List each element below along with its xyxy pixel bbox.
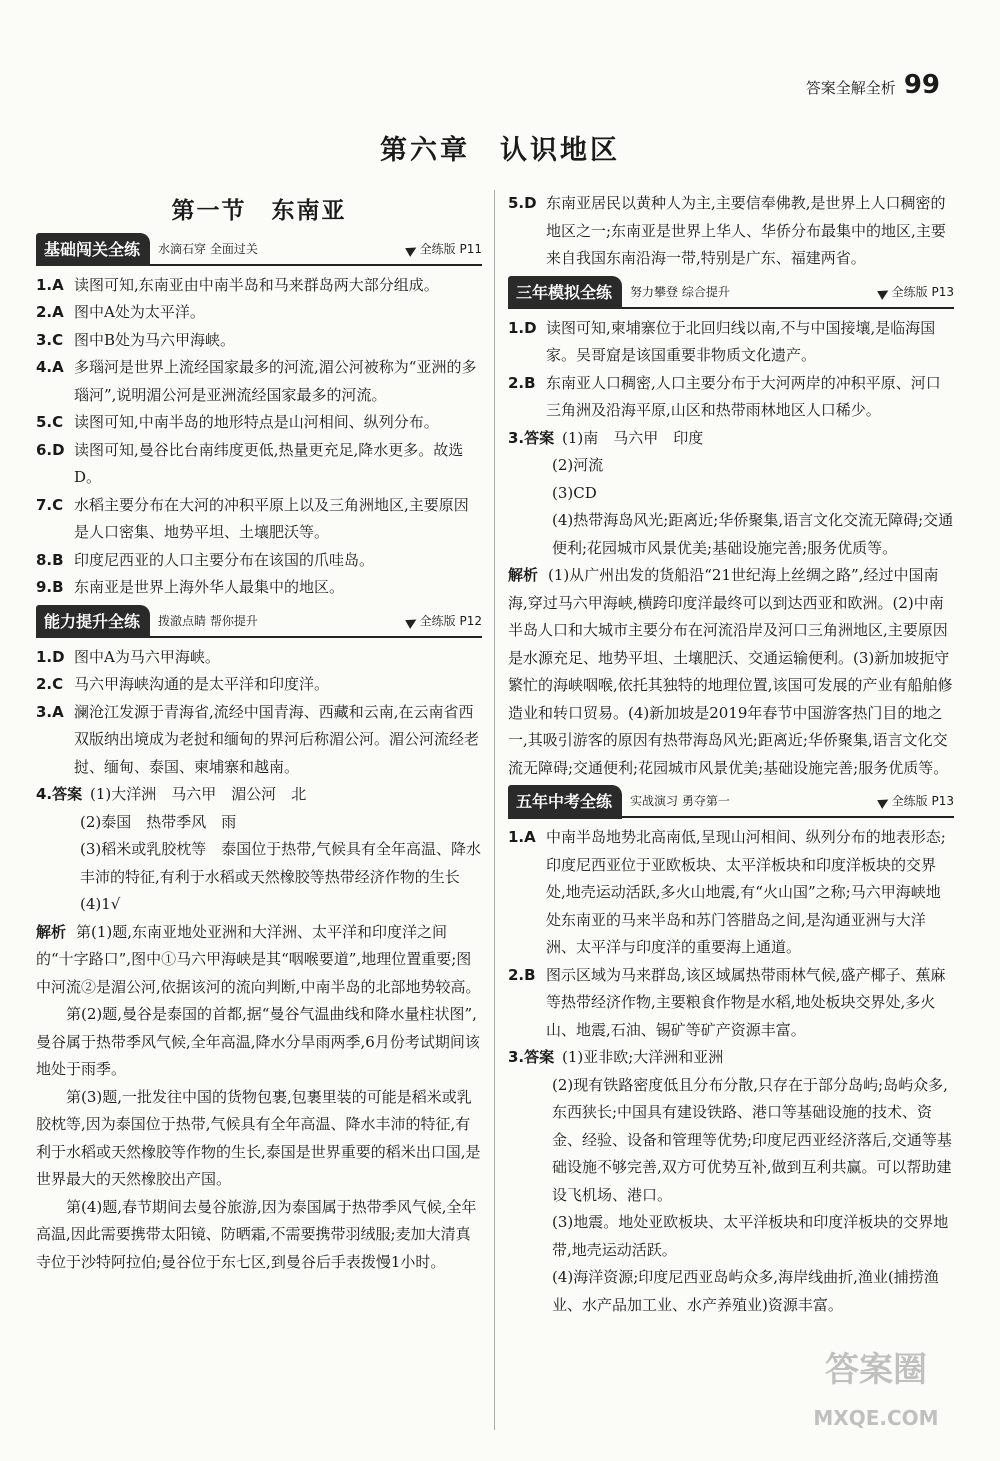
answer-subline: (2)河流 [552,456,604,474]
answer-subline: (4)1√ [80,895,121,913]
section-title: 第一节 东南亚 [171,198,347,224]
page-number: 99 [903,70,940,100]
answer-item: 2.A 图中A处为太平洋。 [36,303,205,321]
right-column [508,190,954,1319]
column-divider [494,190,495,1430]
answer-item: 5.D 东南亚居民以黄种人为主,主要信奉佛教,是世界上人口稠密的地区之一;东南亚是世界上华人、华侨分布最集中的地区,主要来自我国东南沿海一带,特别是广东、福建两省。 [508,194,946,267]
arrow-icon [877,286,891,300]
arrow-icon [405,615,419,629]
page-header [806,70,940,100]
banner-reference: 全练版 P12 [407,608,482,636]
answer-item: 9.B 东南亚是世界上海外华人最集中的地区。 [36,578,345,596]
answer-item: 2.B 图示区域为马来群岛,该区域属热带雨林气候,盛产椰子、蕉麻等热带经济作物,主要粮食作物是水稻,地处板块交界处,多火山、地震,石油、锡矿等矿产资源丰富。 [508,965,946,1039]
banner-subtitle: 实战演习 勇夺第一 [630,794,730,809]
analysis-paragraph: 第(4)题,春节期间去曼谷旅游,因为泰国属于热带季风气候,全年高温,因此需要携带太阳镜、防晒霜,不需要携带羽绒服;麦加大清真寺位于沙特阿拉伯;曼谷位于东七区,到曼谷后手表拨慢1小时。 [36,1197,477,1271]
answer-item: 1.A 中南半岛地势北高南低,呈现山河相间、纵列分布的地表形态;印度尼西亚位于亚欧板块、太平洋板块和印度洋板块的交界处,地壳运动活跃,多火山地震,有“火山国”之称;马六甲海峡地处东南亚的马来半岛和苏门答腊岛之间,是沟通亚洲与大洋洲、太平洋与印度洋的重要海上通道。 [508,828,946,956]
answer-subline: (3)CD [552,483,597,502]
answer-subline: (2)泰国 热带季风 雨 [80,812,237,831]
answer-item: 4.A 多瑙河是世界上流经国家最多的河流,湄公河被称为“亚洲的多瑙河”,说明湄公河是亚洲流经国家最多的河流。 [36,358,477,404]
answer-subline: (3)稻米或乳胶枕等 泰国位于热带,气候具有全年高温、降水丰沛的特征,有利于水稻或天然橡胶等热带经济作物的生长 [80,840,482,886]
answer-item: 3.答案 (1)南 马六甲 印度 [508,428,704,447]
analysis-paragraph: 第(2)题,曼谷是泰国的首都,据“曼谷气温曲线和降水量柱状图”,曼谷属于热带季风气候,全年高温,降水分旱雨两季,6月份考试期间该地处于雨季。 [36,1005,480,1078]
header-text: 答案全解全析 [805,79,896,97]
left-column [36,190,482,1276]
banner-tag: 基础闯关全练 [36,233,150,267]
banner-ability [36,608,482,638]
banner-basic [36,236,482,266]
answer-item: 3.C 图中B处为马六甲海峡。 [36,330,236,349]
banner-tag: 三年模拟全练 [508,276,622,310]
answer-subline: (2)现有铁路密度低且分布分散,只存在于部分岛屿;岛屿众多,东西狭长;中国具有建设铁路、港口等基础设施的技术、资金、经验、设备和管理等优势;印度尼西亚经济落后,交通等基础设施不够完善,双方可优势互补,做到互利共赢。可以帮助建设飞机场、港口。 [552,1075,952,1204]
banner-tag: 能力提升全练 [36,605,150,639]
answer-item: 8.B 印度尼西亚的人口主要分布在该国的爪哇岛。 [36,550,375,569]
answer-item: 3.答案 (1)亚非欧;大洋洲和亚洲 [508,1048,724,1066]
banner-subtitle: 拨澈点睛 帮你提升 [158,613,258,628]
answer-item: 3.A 澜沧江发源于青海省,流经中国青海、西藏和云南,在云南省西双版纳出境成为老挝和缅甸的界河后称湄公河。湄公河流经老挝、缅甸、泰国、柬埔寨和越南。 [36,702,480,776]
watermark-logo [776,1333,976,1443]
banner-reference: 全练版 P11 [407,236,482,264]
watermark-line2: MXQE.COM [813,1406,939,1430]
analysis-block: 解析 (1)从广州出发的货船沿“21世纪海上丝绸之路”,经过中国南海,穿过马六甲海峡,横跨印度洋最终可以到达西亚和欧洲。(2)中南半岛人口和大城市主要分布在河流沿岸及河口三角洲地区,主要原因是水源充足、地势平坦、土壤肥沃、交通运输便利。(3)新加坡扼守繁忙的海峡咽喉,依托其独特的地理位置,该国可发展的产业有船舶修造业和转口贸易。(4)新加坡是2019年春节中国游客热门目的地之一,其吸引游客的原因有热带海岛风光;距离近;华侨聚集,语言文化交流无障碍;交通便利;花园城市风景优美;基础设施完善;服务优质等。 [508,566,953,777]
answer-item: 7.C 水稻主要分布在大河的冲积平原上以及三角洲地区,主要原因是人口密集、地势平坦、土壤肥沃等。 [36,495,469,541]
banner-subtitle: 水滴石穿 全面过关 [158,241,258,256]
answer-item: 1.A 读图可知,东南亚由中南半岛和马来群岛两大部分组成。 [36,275,439,294]
analysis-block: 解析 第(1)题,东南亚地处亚洲和大洋洲、太平洋和印度洋之间的“十字路口”,图中①马六甲海峡是其“咽喉要道”,地理位置重要;图中河流②是湄公河,依据该河的流向判断,中南半岛的北部地势较高。 [36,922,481,996]
answer-item: 2.B 东南亚人口稠密,人口主要分布于大河两岸的冲积平原、河口三角洲及沿海平原,山区和热带雨林地区人口稀少。 [508,373,941,419]
analysis-label: 解析 [508,566,539,584]
answer-item: 4.答案 (1)大洋洲 马六甲 湄公河 北 [36,785,307,803]
analysis-label: 解析 [36,922,67,941]
analysis-paragraph: 第(3)题,一批发往中国的货物包裹,包裹里装的可能是稻米或乳胶枕等,因为泰国位于热带,气候具有全年高温、降水丰沛的特征,有利于水稻或天然橡胶等作物的生长,泰国是世界重要的稻米出口国,是世界最大的天然橡胶出产国。 [36,1087,481,1188]
answer-item: 1.D 图中A为马六甲海峡。 [36,647,220,666]
answer-subline: (4)海洋资源;印度尼西亚岛屿众多,海岸线曲折,渔业(捕捞渔业、水产品加工业、水产养殖业)资源丰富。 [552,1268,939,1314]
answer-item: 1.D 读图可知,柬埔寨位于北回归线以南,不与中国接壤,是临海国家。吴哥窟是该国重要非物质文化遗产。 [508,318,936,364]
banner-tag: 五年中考全练 [508,785,622,819]
banner-reference: 全练版 P13 [879,279,954,307]
banner-exam [508,788,954,818]
banner-simulation [508,279,954,309]
banner-reference: 全练版 P13 [879,788,954,816]
banner-subtitle: 努力攀登 综合提升 [630,284,730,299]
answer-item: 5.C 读图可知,中南半岛的地形特点是山河相间、纵列分布。 [36,413,439,431]
answer-subline: (3)地震。地处亚欧板块、太平洋板块和印度洋板块的交界地带,地壳运动活跃。 [552,1213,949,1259]
answer-subline: (4)热带海岛风光;距离近;华侨聚集,语言文化交流无障碍;交通便利;花园城市风景优美;基础设施完善;服务优质等。 [552,511,954,557]
watermark-line1: 答案圈 [825,1350,927,1390]
chapter-title: 第六章 认识地区 [380,135,620,166]
answer-item: 2.C 马六甲海峡沟通的是太平洋和印度洋。 [36,675,330,693]
answer-item: 6.D 读图可知,曼谷比台南纬度更低,热量更充足,降水更多。故选D。 [36,440,464,486]
arrow-icon [877,795,891,809]
arrow-icon [405,243,419,257]
